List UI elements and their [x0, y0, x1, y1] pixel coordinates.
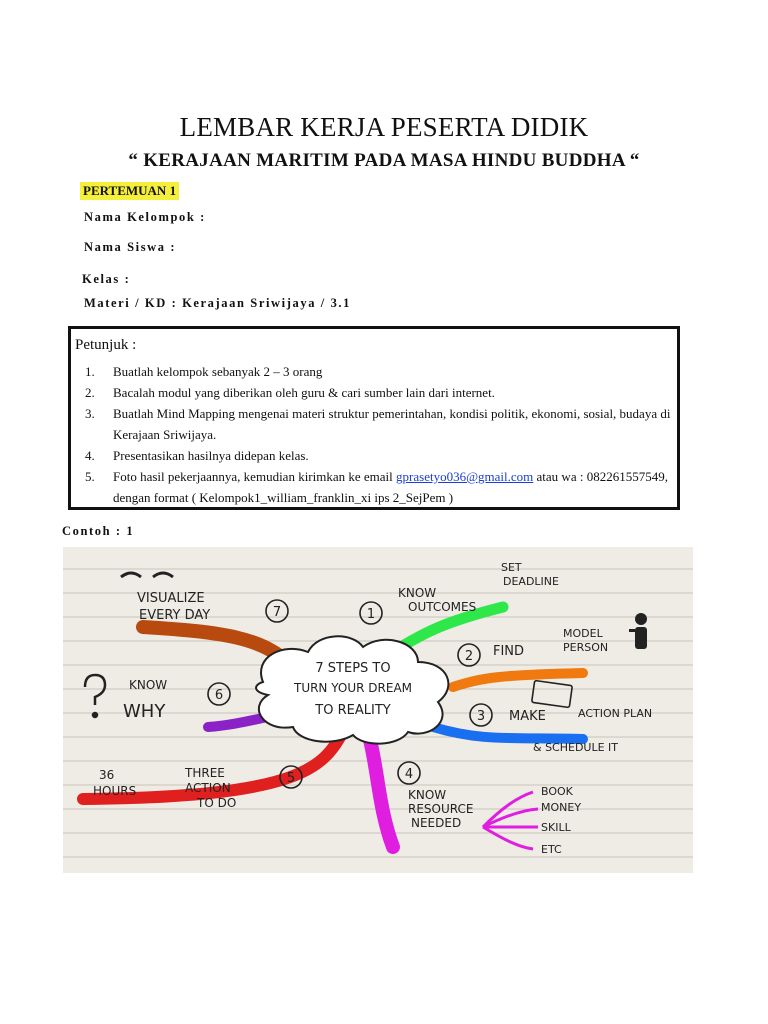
deadline-label-1: SET: [501, 561, 522, 574]
branch-5-label-2: ACTION: [185, 781, 231, 795]
branch-3-number: 3: [476, 709, 486, 724]
eyes-doodle: [121, 573, 173, 577]
resource-branches: [483, 792, 538, 849]
branch-1-label-1: KNOW: [398, 586, 437, 600]
person-icon: [629, 613, 647, 649]
meeting-label: PERTEMUAN 1: [80, 182, 179, 200]
branch-7-label-1: VISUALIZE: [137, 591, 205, 606]
page-title: LEMBAR KERJA PESERTA DIDIK: [179, 112, 589, 142]
student-name-field: Nama Siswa :: [84, 240, 177, 254]
branch-1-label-2: OUTCOMES: [408, 600, 477, 614]
branch-5-label-1: THREE: [185, 766, 225, 780]
branch-1-number: 1: [366, 607, 376, 622]
instructions-list: [77, 361, 677, 508]
resource-book: BOOK: [541, 785, 573, 798]
branch-4-number: 4: [404, 767, 414, 782]
branch-4-label-1: KNOW: [408, 788, 447, 802]
branch-6-label-1: KNOW: [129, 678, 168, 692]
branch-4-stroke: [368, 732, 393, 847]
resource-money: MONEY: [541, 801, 582, 814]
mindmap-image: [63, 547, 693, 873]
resource-skill: SKILL: [541, 821, 571, 834]
paper-doodle: [532, 680, 573, 707]
instruction-item: 4. Presentasikan hasilnya didepan kelas.: [85, 448, 309, 463]
branch-2-label: FIND: [493, 644, 525, 659]
center-line-1: 7 STEPS TO: [315, 661, 391, 676]
branch-5-number: 5: [286, 771, 296, 786]
example-label: Contoh : 1: [62, 524, 135, 538]
email-link[interactable]: gprasetyo036@gmail.com: [396, 469, 534, 484]
action-plan-label: ACTION PLAN: [578, 707, 653, 720]
deadline-label-2: DEADLINE: [503, 575, 559, 588]
question-mark-icon: [85, 675, 105, 717]
branch-3-label: MAKE: [509, 709, 546, 724]
center-line-3: TO REALITY: [315, 703, 391, 718]
model-label-2: PERSON: [563, 641, 609, 654]
class-field: Kelas :: [82, 272, 131, 286]
branch-6-label-2: WHY: [123, 701, 166, 722]
schedule-label: & SCHEDULE IT: [533, 741, 619, 754]
instructions-box: [68, 326, 680, 510]
branch-4-label-2: RESOURCE: [408, 802, 474, 816]
center-line-2: TURN YOUR DREAM: [293, 681, 413, 695]
instruction-item: 1. Buatlah kelompok sebanyak 2 – 3 orang: [85, 364, 323, 379]
instruction-item: 3. Buatlah Mind Mapping mengenai materi struktur pemerintahan, kondisi politik, ekonomi, sosial, budaya di Kerajaan Sriwijaya.: [85, 406, 671, 442]
branch-3-stroke: [433, 727, 583, 739]
branch-4-label-3: NEEDED: [411, 816, 462, 830]
instruction-item: 2. Bacalah modul yang diberikan oleh guru & cari sumber lain dari internet.: [85, 385, 495, 400]
group-name-field: Nama Kelompok :: [84, 210, 206, 224]
branch-7-label-2: EVERY DAY: [139, 608, 211, 623]
branch-5-label-3: TO DO: [197, 796, 237, 810]
branch-2-number: 2: [464, 649, 474, 664]
instructions-heading: Petunjuk :: [75, 337, 137, 353]
resource-etc: ETC: [541, 843, 562, 856]
model-label-1: MODEL: [563, 627, 603, 640]
page-subtitle: “ KERAJAAN MARITIM PADA MASA HINDU BUDDHA “: [128, 150, 640, 171]
hours-label-2: HOURS: [93, 784, 137, 798]
branch-6-number: 6: [214, 688, 224, 703]
branch-7-number: 7: [272, 605, 282, 620]
hours-label-1: 36: [99, 768, 115, 782]
material-field: Materi / KD : Kerajaan Sriwijaya / 3.1: [84, 296, 352, 310]
instruction-item: 5. Foto hasil pekerjaannya, kemudian kirimkan ke email gprasetyo036@gmail.com atau wa : 082261557549, dengan format ( Kelompok1_william_franklin_xi ips 2_SejPem ): [85, 469, 668, 505]
